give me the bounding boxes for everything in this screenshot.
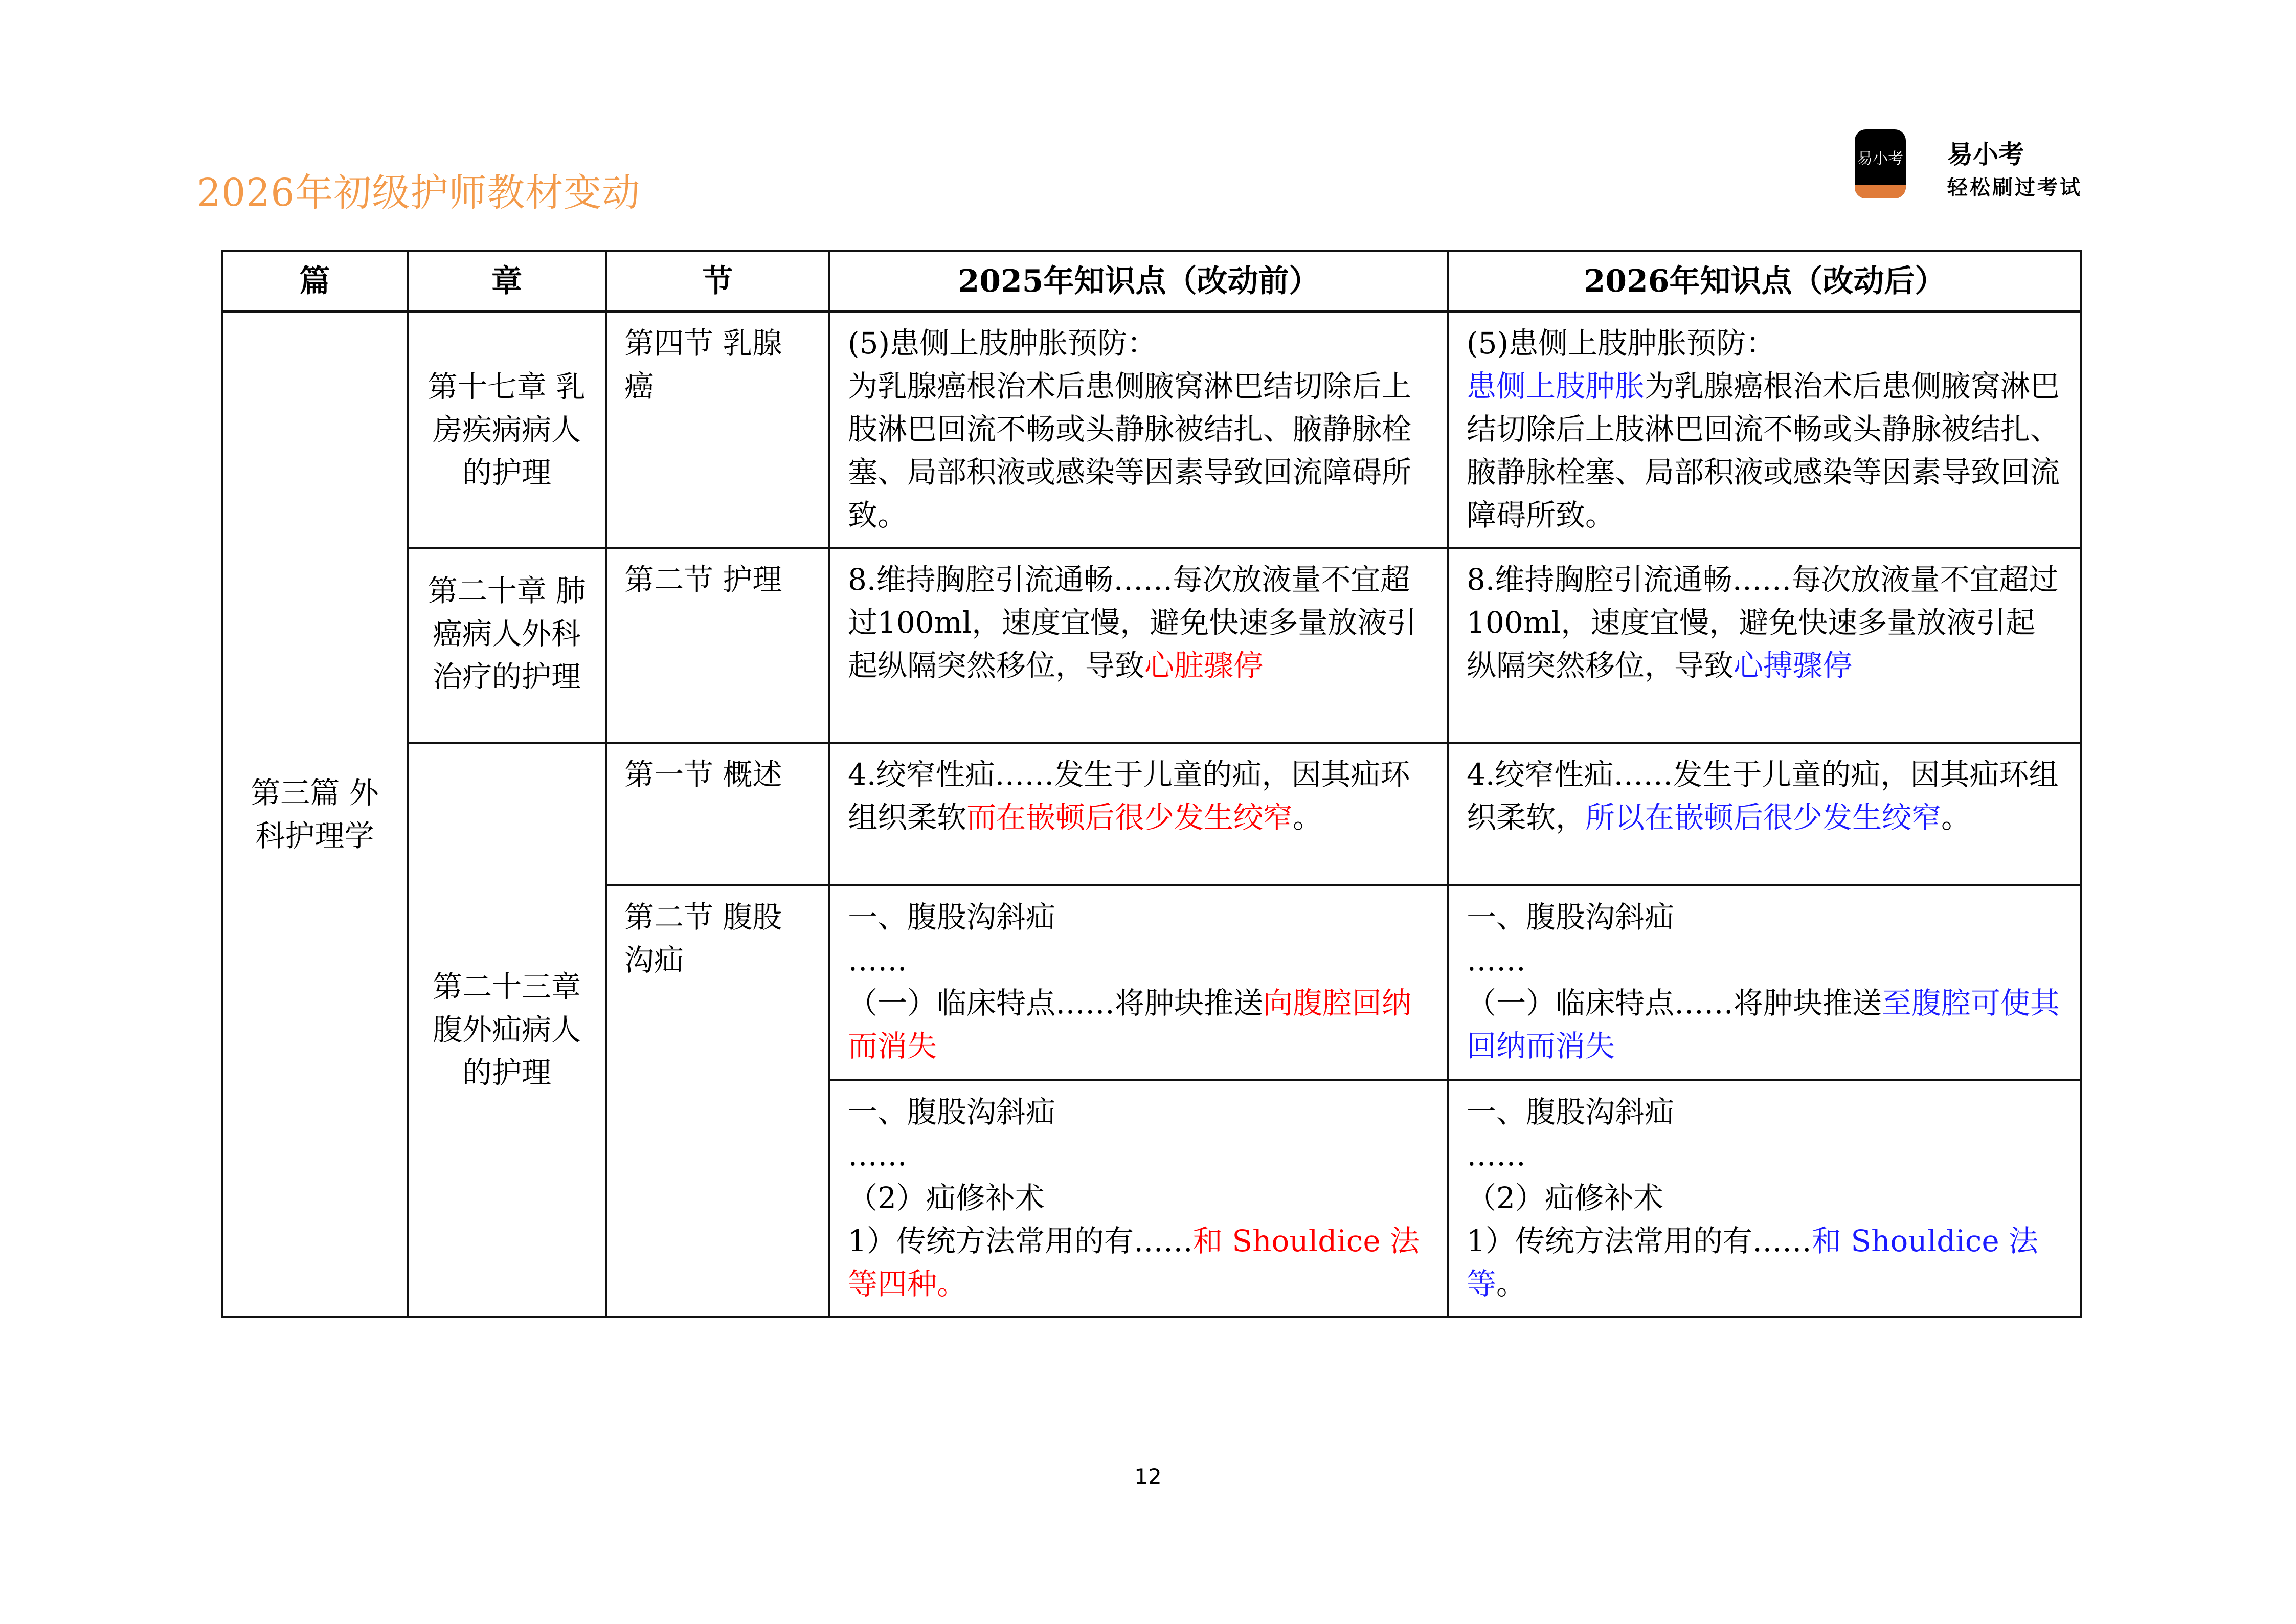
after-text: 4.绞窄性疝……发生于儿童的疝，因其疝环组织柔软， [1467, 757, 2059, 835]
page-number: 12 [1134, 1464, 1162, 1489]
removed-text: 而在嵌顿后很少发生绞窄 [966, 800, 1293, 835]
zhang-cell: 第二十章 肺癌病人外科治疗的护理 [408, 548, 606, 743]
table-header-row [222, 251, 2081, 312]
logo-badge [1855, 129, 1906, 198]
table-row [222, 548, 2081, 743]
after-cell [1448, 885, 2081, 1080]
zhang-cell: 第二十三章 腹外疝病人的护理 [408, 743, 606, 1317]
after-text: 为乳腺癌根治术后患侧腋窝淋巴结切除后上肢淋巴回流不畅或头静脉被结扎、腋静脉栓塞、局部积液或感染等因素导致回流障碍所致。 [1467, 369, 2060, 532]
added-text: 和 Shouldice 法等 [1467, 1223, 2039, 1301]
after-tail: 。 [1941, 800, 1971, 835]
after-cell [1448, 743, 2081, 885]
pian-cell: 第三篇 外科护理学 [222, 312, 408, 1317]
header-pian: 篇 [222, 251, 408, 312]
after-cell [1448, 312, 2081, 548]
before-line: 一、腹股沟斜疝 [848, 900, 1056, 935]
header-zhang: 章 [408, 251, 606, 312]
changes-table [221, 250, 2082, 1318]
before-cell [829, 885, 1448, 1080]
after-text: 1）传统方法常用的有…… [1467, 1223, 1812, 1258]
after-line: …… [1467, 1138, 1526, 1172]
before-text: 4.绞窄性疝……发生于儿童的疝，因其疝环组织柔软 [848, 757, 1410, 835]
added-text: 至腹腔可使其回纳而消失 [1467, 986, 2060, 1063]
header-after: 2026年知识点（改动后） [1448, 251, 2081, 312]
added-text: 心搏骤停 [1734, 648, 1853, 683]
logo-name: 易小考 [1947, 140, 2024, 169]
after-cell [1448, 1080, 2081, 1317]
after-line: 一、腹股沟斜疝 [1467, 900, 1675, 935]
document-title: 2026年初级护师教材变动 [197, 171, 641, 215]
before-text: 1）传统方法常用的有…… [848, 1223, 1193, 1258]
after-line: （2）疝修补术 [1467, 1181, 1663, 1215]
removed-text: 向腹腔回纳而消失 [848, 986, 1412, 1063]
zhang-cell: 第十七章 乳房疾病病人的护理 [408, 312, 606, 548]
logo-badge-text: 易小考 [1857, 150, 1903, 168]
removed-text: 和 Shouldice 法等四种。 [848, 1223, 1420, 1301]
after-tail: 。 [1496, 1266, 1526, 1301]
jie-cell: 第二节 护理 [606, 548, 829, 743]
before-text: （一）临床特点……将肿块推送 [848, 986, 1264, 1020]
before-cell [829, 1080, 1448, 1317]
added-text: 患侧上肢肿胀 [1467, 369, 1645, 404]
logo-slogan: 轻松刷过考试 [1947, 176, 2082, 199]
header-before: 2025年知识点（改动前） [829, 251, 1448, 312]
before-text: 8.维持胸腔引流通畅……每次放液量不宜超过100ml，速度宜慢，避免快速多量放液引起纵隔突然移位，导致 [848, 562, 1417, 683]
header-jie: 节 [606, 251, 829, 312]
table-row [222, 743, 2081, 885]
before-cell [829, 743, 1448, 885]
table-row [222, 312, 2081, 548]
removed-text: 心脏骤停 [1144, 648, 1264, 683]
after-line: 一、腹股沟斜疝 [1467, 1095, 1675, 1129]
before-line: …… [848, 1138, 907, 1172]
before-line: …… [848, 943, 907, 977]
before-line: （2）疝修补术 [848, 1181, 1045, 1215]
before-cell [829, 548, 1448, 743]
logo-badge-accent [1855, 185, 1906, 198]
before-line: 一、腹股沟斜疝 [848, 1095, 1056, 1129]
before-text: 为乳腺癌根治术后患侧腋窝淋巴结切除后上肢淋巴回流不畅或头静脉被结扎、腋静脉栓塞、局部积液或感染等因素导致回流障碍所致。 [848, 369, 1412, 532]
after-text: 8.维持胸腔引流通畅……每次放液量不宜超过100ml，速度宜慢，避免快速多量放液引起纵隔突然移位，导致 [1467, 562, 2059, 683]
before-cell [829, 312, 1448, 548]
jie-cell: 第二节 腹股沟疝 [606, 885, 829, 1317]
after-line: (5)患侧上肢肿胀预防： [1467, 326, 1776, 361]
jie-cell: 第四节 乳腺癌 [606, 312, 829, 548]
before-line: (5)患侧上肢肿胀预防： [848, 326, 1157, 361]
after-text: （一）临床特点……将肿块推送 [1467, 986, 1882, 1020]
jie-cell: 第一节 概述 [606, 743, 829, 885]
after-line: …… [1467, 943, 1526, 977]
added-text: 所以在嵌顿后很少发生绞窄 [1585, 800, 1942, 835]
after-cell [1448, 548, 2081, 743]
before-tail: 。 [1293, 800, 1323, 835]
